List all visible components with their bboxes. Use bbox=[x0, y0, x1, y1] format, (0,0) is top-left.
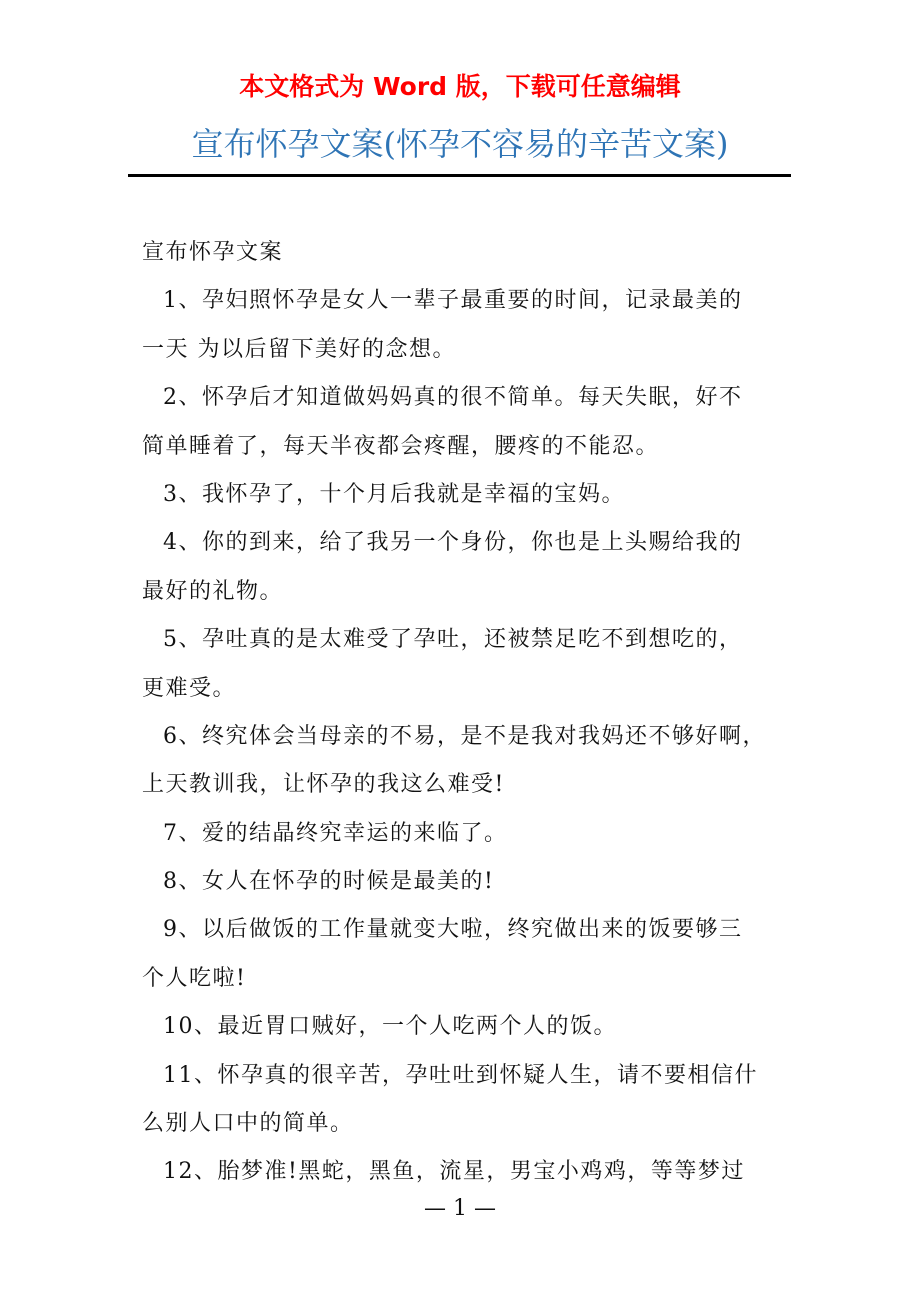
item-list bbox=[142, 281, 792, 1200]
item-line: 3、我怀孕了，十个月后我就是幸福的宝妈。 bbox=[163, 481, 625, 507]
document-title: 宣布怀孕文案(怀孕不容易的辛苦文案) bbox=[191, 125, 729, 163]
item-line: 简单睡着了，每天半夜都会疼醒，腰疼的不能忍。 bbox=[142, 433, 660, 459]
section-heading: 宣布怀孕文案 bbox=[142, 240, 284, 265]
document-body bbox=[142, 233, 792, 1201]
item-line: 9、以后做饭的工作量就变大啦，终究做出来的饭要够三 bbox=[163, 917, 743, 943]
list-item bbox=[142, 475, 792, 523]
list-item bbox=[142, 1056, 792, 1153]
list-item bbox=[142, 523, 792, 620]
item-line: 7、爱的结晶终究幸运的来临了。 bbox=[163, 820, 508, 846]
item-line: 5、孕吐真的是太难受了孕吐，还被禁足吃不到想吃的， bbox=[163, 627, 743, 653]
item-line: 上天教训我，让怀孕的我这么难受! bbox=[142, 772, 505, 798]
item-line: 更难受。 bbox=[142, 675, 237, 701]
list-item bbox=[142, 620, 792, 717]
item-line: 4、你的到来，给了我另一个身份，你也是上头赐给我的 bbox=[163, 530, 743, 556]
item-line: 一天 为以后留下美好的念想。 bbox=[142, 336, 456, 362]
item-line: 么别人口中的简单。 bbox=[142, 1111, 354, 1137]
item-line: 10、最近胃口贼好，一个人吃两个人的饭。 bbox=[163, 1014, 617, 1040]
item-line: 1、孕妇照怀孕是女人一辈子最重要的时间，记录最美的 bbox=[163, 288, 743, 314]
page-number: — 1 — bbox=[424, 1196, 496, 1221]
list-item bbox=[142, 814, 792, 862]
list-item bbox=[142, 717, 792, 814]
list-item bbox=[142, 281, 792, 378]
title-divider bbox=[128, 174, 791, 177]
item-line: 11、怀孕真的很辛苦，孕吐吐到怀疑人生，请不要相信什 bbox=[163, 1062, 758, 1088]
item-line: 12、胎梦准!黑蛇，黑鱼，流星，男宝小鸡鸡，等等梦过 bbox=[163, 1159, 745, 1185]
item-line: 8、女人在怀孕的时候是最美的! bbox=[163, 869, 495, 895]
item-line: 个人吃啦! bbox=[142, 965, 247, 991]
list-item bbox=[142, 1007, 792, 1055]
list-item bbox=[142, 910, 792, 1007]
item-line: 6、终究体会当母亲的不易，是不是我对我妈还不够好啊， bbox=[163, 723, 766, 749]
list-item bbox=[142, 378, 792, 475]
item-line: 最好的礼物。 bbox=[142, 578, 284, 604]
list-item bbox=[142, 862, 792, 910]
item-line: 2、怀孕后才知道做妈妈真的很不简单。每天失眠，好不 bbox=[163, 385, 743, 411]
download-notice: 本文格式为 Word 版，下载可任意编辑 bbox=[239, 72, 681, 101]
